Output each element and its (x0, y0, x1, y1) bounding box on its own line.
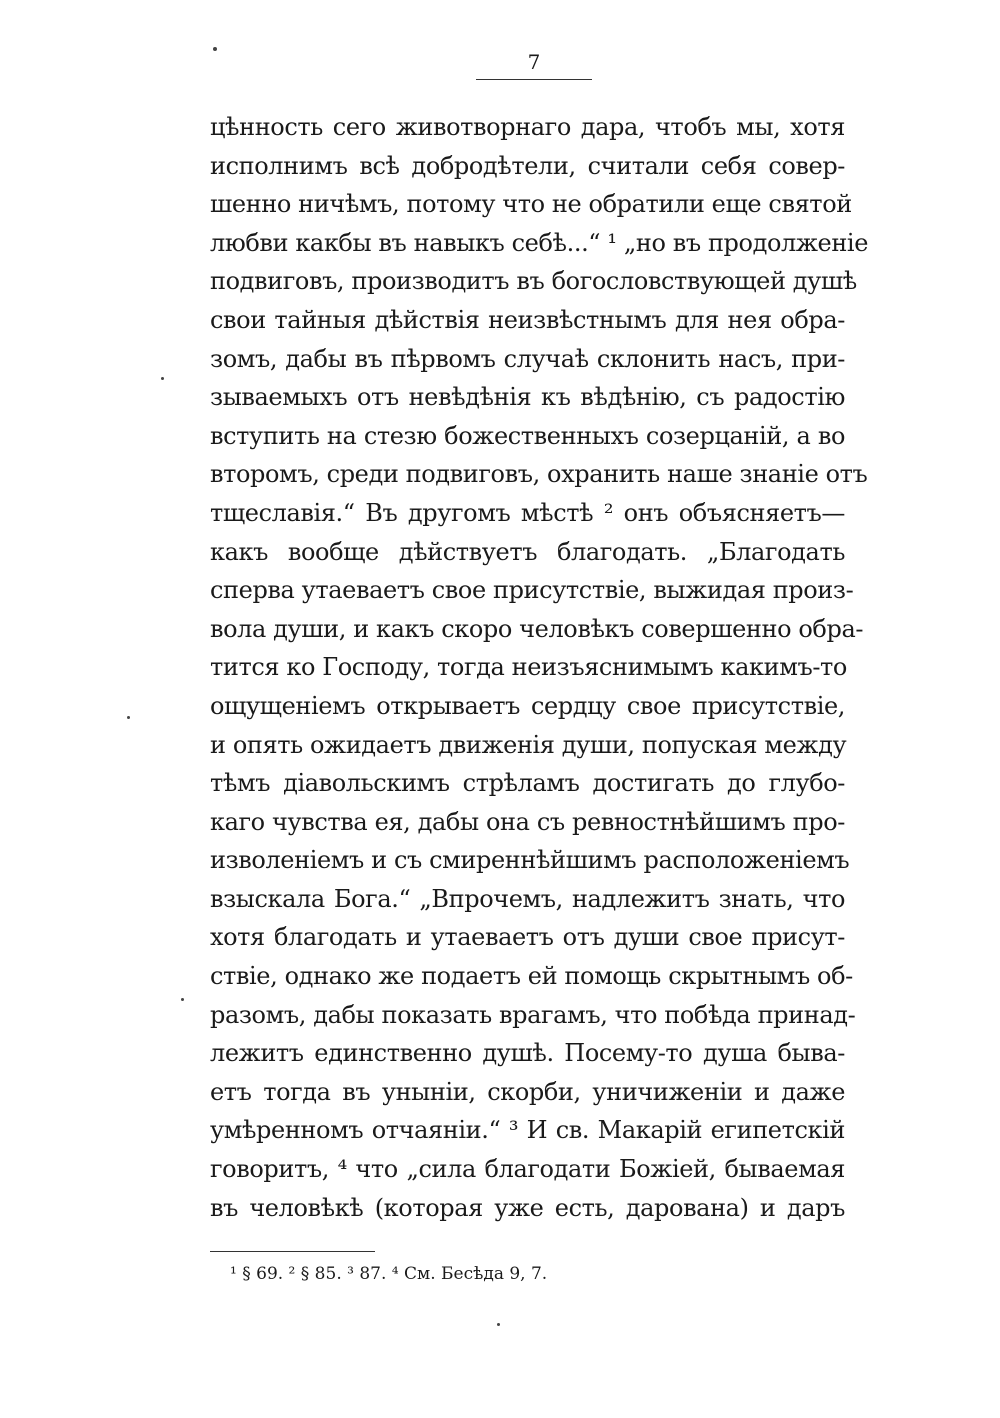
text-line: исполнимъ всѣ добродѣтели, считали себя совер- (210, 151, 845, 180)
text-line: зываемыхъ отъ невѣдѣнія къ вѣдѣнію, съ радостію (210, 383, 845, 412)
page-number-rule (476, 79, 592, 80)
text-line: подвиговъ, производитъ въ богословствующей душѣ (210, 267, 857, 296)
text-line: и опять ожидаетъ движенія души, попуская между (210, 730, 847, 759)
footnote-rule (210, 1251, 375, 1252)
text-line: любви какбы въ навыкъ себѣ...“ ¹ „но въ продолженіе (210, 228, 868, 257)
scan-speck (497, 1323, 500, 1326)
text-line: умѣренномъ отчаяніи.“ ³ И св. Макарій египетскій (210, 1116, 845, 1145)
text-line: хотя благодать и утаеваетъ отъ души свое присут- (210, 923, 845, 952)
page-number: 7 (527, 50, 541, 74)
text-line: цѣнность сего животворнаго дара, чтобъ мы, хотя (210, 113, 845, 141)
text-line: вола души, и какъ скоро человѣкъ совершенно обра- (210, 614, 864, 643)
text-line: зомъ, дабы въ пѣрвомъ случаѣ склонить насъ, при- (210, 344, 845, 373)
scan-speck (161, 377, 164, 380)
text-line: свои тайныя дѣйствія неизвѣстнымъ для нея обра- (210, 305, 845, 334)
text-line: тщеславія.“ Въ другомъ мѣстѣ ² онъ объясняетъ— (210, 498, 845, 527)
text-line: говоритъ, ⁴ что „сила благодати Божіей, бываемая (210, 1155, 845, 1184)
text-line: етъ тогда въ унынiи, скорби, уничиженіи и даже (210, 1077, 845, 1106)
text-line: тѣмъ діавольскимъ стрѣламъ достигать до глубо- (210, 769, 845, 798)
text-line: взыскала Бога.“ „Впрочемъ, надлежитъ знать, что (210, 884, 845, 913)
footnotes: ¹ § 69. ² § 85. ³ 87. ⁴ См. Бесѣда 9, 7. (230, 1264, 548, 1284)
text-line: сперва утаеваетъ свое присутствіе, выжидая произ- (210, 576, 854, 605)
text-line: тится ко Господу, тогда неизъяснимымъ какимъ-то (210, 653, 847, 682)
text-line: вступить на стезю божественныхъ созерцаній, а во (210, 421, 845, 450)
text-line: лежитъ единственно душѣ. Посему-то душа бывa- (210, 1039, 845, 1068)
body-text (210, 108, 868, 1227)
text-line: ощущеніемъ открываетъ сердцу свое присутствіе, (210, 691, 845, 720)
scan-speck (127, 716, 130, 719)
text-line: разомъ, дабы показать врагамъ, что побѣда принад- (210, 1000, 856, 1029)
text-line: изволеніемъ и съ смиреннѣйшимъ расположеніемъ (210, 846, 850, 875)
text-line: каго чувства ея, дабы она съ ревностнѣйшимъ про- (210, 807, 845, 836)
text-line: второмъ, среди подвиговъ, охранить наше знаніе отъ (210, 460, 868, 489)
scan-speck (213, 47, 217, 51)
scan-speck (181, 998, 184, 1001)
text-line: въ человѣкѣ (которая уже есть, дарована) и даръ (210, 1193, 845, 1222)
text-line: ствіе, однако же подаетъ ей помощь скрытнымъ об- (210, 962, 853, 991)
text-line: шенно ничѣмъ, потому что не обратили еще святой (210, 190, 852, 219)
text-line: какъ вообще дѣйствуетъ благодать. „Благодать (210, 537, 845, 566)
